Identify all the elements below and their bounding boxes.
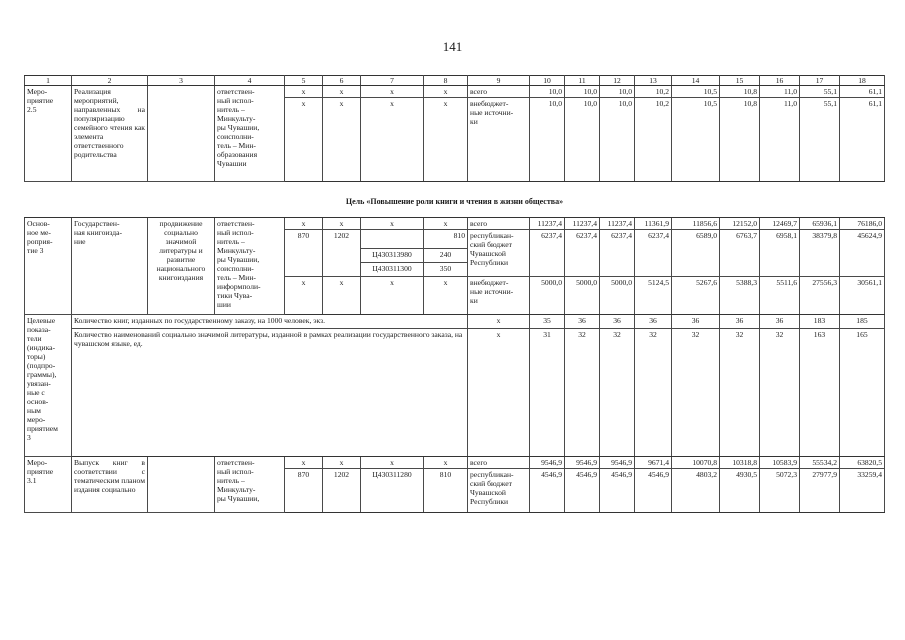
value-cell: 55,1 [800,98,840,182]
value-cell: 10318,8 [720,457,760,469]
value-cell: 6237,4 [635,230,672,277]
value-cell: 4546,9 [600,469,635,513]
value-cell: 32 [672,329,720,457]
cell: х [323,98,361,182]
value-cell: 5388,3 [720,277,760,315]
value-cell: 45624,9 [840,230,885,277]
event-responsible: ответствен- ный испол- нитель – Минкульту- ры Чувашии, соисполни- тель – Мин- информпoли- тики Чува- шии [215,218,285,315]
cell: х [361,86,424,98]
cell: 1202 [323,469,361,513]
value-cell: 55,1 [800,86,840,98]
value-cell: 32 [565,329,600,457]
cell: 1202 [323,230,361,277]
value-cell: 61,1 [840,98,885,182]
event-title: Государствен- ная книгоизда- ние [72,218,148,315]
header-cell: 14 [672,76,720,86]
value-cell: 11361,9 [635,218,672,230]
value-cell: 11856,6 [672,218,720,230]
indicator-text: Количество книг, изданных по государственному заказу, на 1000 человек, экз. [72,315,468,329]
value-cell: 36 [720,315,760,329]
table-row [25,86,885,98]
value-cell: 61,1 [840,86,885,98]
cell: 870 [285,230,323,277]
event-goal [148,86,215,182]
header-cell: 10 [530,76,565,86]
header-cell: 16 [760,76,800,86]
value-cell: 4930,5 [720,469,760,513]
cell: х [285,218,323,230]
cell: Ц430313980 [361,249,424,263]
cell: х [323,218,361,230]
value-cell: 10,8 [720,86,760,98]
value-cell: 36 [760,315,800,329]
cell: х [285,277,323,315]
value-cell: 11237,4 [600,218,635,230]
goal-row [25,182,885,218]
event-name: Основ- ное ме- роприя- тие 3 [25,218,72,315]
value-cell: 6763,7 [720,230,760,277]
value-cell: 63820,5 [840,457,885,469]
header-cell: 12 [600,76,635,86]
cell: х [323,86,361,98]
value-cell: 27556,3 [800,277,840,315]
value-cell: 10070,8 [672,457,720,469]
value-cell: 35 [530,315,565,329]
value-cell: 12152,0 [720,218,760,230]
table-row [25,457,885,469]
header-cell: 13 [635,76,672,86]
page-number: 141 [442,39,463,54]
cell: 350 [424,263,468,277]
header-cell: 9 [468,76,530,86]
header-cell: 3 [148,76,215,86]
value-cell: 183 [800,315,840,329]
cell: х [468,315,530,329]
value-cell: 6237,4 [565,230,600,277]
header-cell: 8 [424,76,468,86]
value-cell: 31 [530,329,565,457]
value-cell: 32 [760,329,800,457]
header-cell: 4 [215,76,285,86]
value-cell: 165 [840,329,885,457]
header-cell: 1 [25,76,72,86]
value-cell: 4546,9 [635,469,672,513]
value-cell: 11,0 [760,98,800,182]
value-cell: 27977,9 [800,469,840,513]
value-cell: 9546,9 [530,457,565,469]
value-cell: 32 [600,329,635,457]
header-cell: 5 [285,76,323,86]
cell: х [285,86,323,98]
value-cell: 185 [840,315,885,329]
value-cell: 10,2 [635,98,672,182]
table-row [25,329,885,457]
value-cell: 5124,5 [635,277,672,315]
value-cell: 30561,1 [840,277,885,315]
value-cell: 10,0 [600,98,635,182]
table-row [25,218,885,230]
event-name: Меро- приятие 2.5 [25,86,72,182]
event-responsible: ответствен- ный испол- нитель – Минкульту- ры Чувашии, [215,457,285,513]
value-cell: 5511,6 [760,277,800,315]
value-cell: 10,0 [565,86,600,98]
cell: х [424,277,468,315]
value-cell: 5267,6 [672,277,720,315]
value-cell: 10,2 [635,86,672,98]
cell: 870 [285,469,323,513]
value-cell: 10,5 [672,86,720,98]
value-cell: 11237,4 [565,218,600,230]
header-cell: 11 [565,76,600,86]
cell: х [424,86,468,98]
value-cell: 5000,0 [530,277,565,315]
value-cell: 6589,0 [672,230,720,277]
value-cell: 5072,3 [760,469,800,513]
funding-source: всего [468,86,530,98]
goal-heading: Цель «Повышение роли книги и чтения в жизни общества» [25,182,885,218]
header-row [25,76,885,86]
header-cell: 6 [323,76,361,86]
cell: Ц430311280 [361,469,424,513]
cell: х [361,98,424,182]
cell: х [468,329,530,457]
value-cell: 36 [565,315,600,329]
value-cell: 9546,9 [600,457,635,469]
value-cell: 6237,4 [530,230,565,277]
funding-source: внебюджет- ные источни- ки [468,277,530,315]
value-cell: 6958,1 [760,230,800,277]
cell: х [361,277,424,315]
value-cell: 4803,2 [672,469,720,513]
value-cell: 33259,4 [840,469,885,513]
funding-source: республикан- ский бюджет Чувашской Республики [468,230,530,277]
value-cell: 4546,9 [530,469,565,513]
header-cell: 7 [361,76,424,86]
event-goal [148,457,215,513]
value-cell: 6237,4 [600,230,635,277]
event-title: Выпуск книг в соответствии с тематическим планом издания социально [72,457,148,513]
value-cell: 32 [720,329,760,457]
value-cell: 11237,4 [530,218,565,230]
value-cell: 163 [800,329,840,457]
value-cell: 36 [635,315,672,329]
event-title: Реализация мероприятий, направленных на популяризацию семейного чтения как элемента ответственного родительства [72,86,148,182]
cell: х [323,277,361,315]
event-responsible: ответствен- ный испол- нитель – Минкульту- ры Чувашии, соисполни- тель – Мин- образования Чувашии [215,86,285,182]
cell: 240 [424,249,468,263]
table-row [25,315,885,329]
cell: 810 [424,230,468,249]
cell: Ц430311300 [361,263,424,277]
value-cell: 36 [600,315,635,329]
value-cell: 5000,0 [600,277,635,315]
event-name: Меро- приятие 3.1 [25,457,72,513]
cell: х [285,457,323,469]
funding-source: всего [468,457,530,469]
indicators-label: Целевые показа- тели (индика- торы) (подпро- граммы), увязан- ные с основ- ным меро- приятием 3 [25,315,72,457]
funding-source: республикан- ский бюджет Чувашской Республики [468,469,530,513]
header-cell: 2 [72,76,148,86]
value-cell: 9546,9 [565,457,600,469]
value-cell: 76186,0 [840,218,885,230]
funding-source: всего [468,218,530,230]
value-cell: 9671,4 [635,457,672,469]
cell: х [361,457,424,469]
value-cell: 10,5 [672,98,720,182]
cell: х [424,98,468,182]
cell [361,230,424,249]
header-cell: 15 [720,76,760,86]
value-cell: 12469,7 [760,218,800,230]
value-cell: 38379,8 [800,230,840,277]
value-cell: 10,0 [530,98,565,182]
event-goal: продвижение социально значимой литературы и развитие национального книгоиздания [148,218,215,315]
value-cell: 10,8 [720,98,760,182]
value-cell: 5000,0 [565,277,600,315]
cell: х [424,218,468,230]
cell: 810 [424,469,468,513]
value-cell: 36 [672,315,720,329]
value-cell: 32 [635,329,672,457]
value-cell: 10,0 [530,86,565,98]
indicator-text: Количество наименований социально значимой литературы, изданной в рамках реализации государственного заказа, на чувашском языке, ед. [72,329,468,457]
cell: х [285,98,323,182]
header-cell: 18 [840,76,885,86]
funding-source: внебюджет- ные источни- ки [468,98,530,182]
value-cell: 10,0 [565,98,600,182]
value-cell: 4546,9 [565,469,600,513]
cell: х [323,457,361,469]
cell: х [361,218,424,230]
value-cell: 55534,2 [800,457,840,469]
cell: х [424,457,468,469]
value-cell: 65936,1 [800,218,840,230]
budget-table [24,75,885,513]
value-cell: 10583,9 [760,457,800,469]
value-cell: 10,0 [600,86,635,98]
value-cell: 11,0 [760,86,800,98]
header-cell: 17 [800,76,840,86]
